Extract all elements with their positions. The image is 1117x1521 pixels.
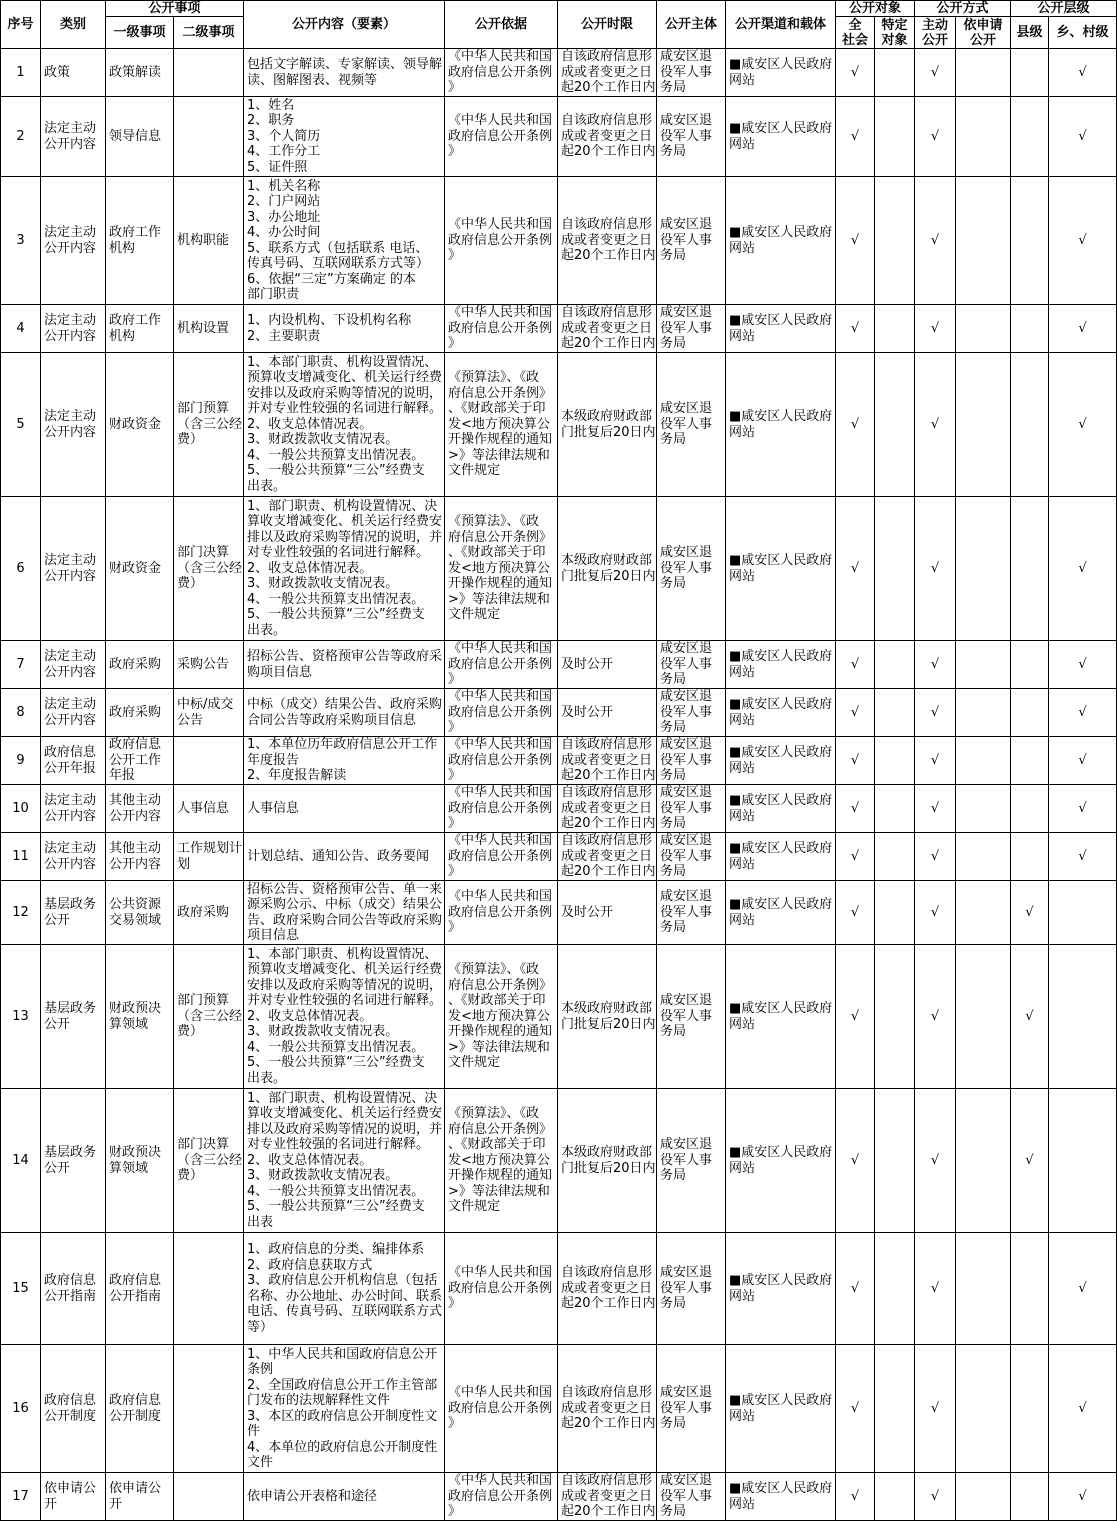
basis-cell: 《中华人民共和国 政府信息公开条例 》 (445, 1345, 558, 1473)
time-limit-cell: 自该政府信息形 成或者变更之日 起20个工作日内 (558, 785, 657, 833)
seq-cell: 8 (1, 689, 41, 737)
target-specific-cell (875, 641, 915, 689)
content-cell: 1、本部门职责、机构设置情况、 预算收支增减变化、机关运行经费 安排以及政府采购等情况的说明， 并对专业性较强的名词进行解释。 2、收支总体情况表。 3、财政拨款收支情况表。 4、一般公共预算支出情况表。 5、一般公共预算“三公”经费支 出表。 (244, 945, 445, 1089)
level2-cell (174, 1473, 244, 1521)
level2-cell: 部门预算 （含三公经 费） (174, 353, 244, 497)
time-limit-cell: 自该政府信息形 成或者变更之日 起20个工作日内 (558, 1233, 657, 1345)
method-active-cell: √ (915, 497, 956, 641)
table-row (1, 833, 1117, 881)
level-county-cell (1011, 833, 1049, 881)
target-specific-cell (875, 1089, 915, 1233)
method-apply-cell (956, 497, 1011, 641)
channel-cell: ■咸安区人民政府 网站 (726, 881, 836, 945)
method-active-cell: √ (915, 737, 956, 785)
subject-cell: 咸安区退 役军人事 务局 (657, 689, 726, 737)
method-active-cell: √ (915, 305, 956, 353)
level-township-cell: √ (1049, 833, 1117, 881)
channel-cell: ■咸安区人民政府 网站 (726, 1089, 836, 1233)
header-target-all: 全 社会 (836, 17, 875, 49)
level2-cell: 工作规划计 划 (174, 833, 244, 881)
channel-cell: ■咸安区人民政府 网站 (726, 497, 836, 641)
level1-cell: 财政预决 算领域 (106, 945, 174, 1089)
basis-cell: 《中华人民共和国 政府信息公开条例 》 (445, 177, 558, 305)
target-specific-cell (875, 1473, 915, 1521)
target-all-cell: √ (836, 1233, 875, 1345)
target-specific-cell (875, 689, 915, 737)
level1-cell: 政府信息 公开指南 (106, 1233, 174, 1345)
category-cell: 基层政务 公开 (41, 1089, 106, 1233)
level2-cell: 中标/成交 公告 (174, 689, 244, 737)
basis-cell: 《中华人民共和国 政府信息公开条例 》 (445, 641, 558, 689)
header-category: 类别 (41, 1, 106, 49)
level-township-cell (1049, 881, 1117, 945)
basis-cell: 《预算法》、《政 府信息公开条例》 、《财政部关于印 发<地方预决算公 开操作规程的通知 >》等法律法规和 文件规定 (445, 1089, 558, 1233)
level1-cell: 政府信息 公开工作 年报 (106, 737, 174, 785)
channel-cell: ■咸安区人民政府 网站 (726, 305, 836, 353)
target-all-cell: √ (836, 641, 875, 689)
header-content: 公开内容（要素） (244, 1, 445, 49)
target-all-cell: √ (836, 497, 875, 641)
time-limit-cell: 本级政府财政部 门批复后20日内 (558, 1089, 657, 1233)
level-township-cell: √ (1049, 1345, 1117, 1473)
category-cell: 法定主动 公开内容 (41, 497, 106, 641)
category-cell: 法定主动 公开内容 (41, 689, 106, 737)
category-cell: 基层政务 公开 (41, 945, 106, 1089)
level2-cell: 部门决算 （含三公经 费） (174, 1089, 244, 1233)
method-apply-cell (956, 1473, 1011, 1521)
subject-cell: 咸安区退 役军人事 务局 (657, 1233, 726, 1345)
target-all-cell: √ (836, 49, 875, 97)
category-cell: 政府信息 公开年报 (41, 737, 106, 785)
content-cell: 1、内设机构、下设机构名称 2、主要职责 (244, 305, 445, 353)
level-township-cell: √ (1049, 641, 1117, 689)
level1-cell: 政府工作 机构 (106, 177, 174, 305)
table-row (1, 49, 1117, 97)
subject-cell: 咸安区退 役军人事 务局 (657, 49, 726, 97)
time-limit-cell: 本级政府财政部 门批复后20日内 (558, 353, 657, 497)
basis-cell: 《预算法》、《政 府信息公开条例》 、《财政部关于印 发<地方预决算公 开操作规程的通知 >》等法律法规和 文件规定 (445, 497, 558, 641)
target-all-cell: √ (836, 1473, 875, 1521)
seq-cell: 6 (1, 497, 41, 641)
header-level-township: 乡、村级 (1049, 17, 1117, 49)
content-cell: 包括文字解读、专家解读、领导解 读、图解图表、视频等 (244, 49, 445, 97)
time-limit-cell: 及时公开 (558, 881, 657, 945)
level-county-cell (1011, 641, 1049, 689)
basis-cell: 《预算法》、《政 府信息公开条例》 、《财政部关于印 发<地方预决算公 开操作规程的通知 >》等法律法规和 文件规定 (445, 353, 558, 497)
target-all-cell: √ (836, 97, 875, 177)
time-limit-cell: 自该政府信息形 成或者变更之日 起20个工作日内 (558, 177, 657, 305)
basis-cell: 《中华人民共和国 政府信息公开条例 》 (445, 737, 558, 785)
level-county-cell (1011, 353, 1049, 497)
target-all-cell: √ (836, 305, 875, 353)
level1-cell: 财政预决 算领域 (106, 1089, 174, 1233)
level2-cell: 部门预算 （含三公经 费） (174, 945, 244, 1089)
level2-cell: 机构职能 (174, 177, 244, 305)
table-row (1, 737, 1117, 785)
table-row (1, 1089, 1117, 1233)
level-township-cell: √ (1049, 177, 1117, 305)
basis-cell: 《中华人民共和国 政府信息公开条例 》 (445, 785, 558, 833)
level-township-cell: √ (1049, 1233, 1117, 1345)
level-county-cell (1011, 177, 1049, 305)
method-active-cell: √ (915, 97, 956, 177)
seq-cell: 12 (1, 881, 41, 945)
method-active-cell: √ (915, 1089, 956, 1233)
subject-cell: 咸安区退 役军人事 务局 (657, 305, 726, 353)
subject-cell: 咸安区退 役军人事 务局 (657, 97, 726, 177)
level1-cell: 公共资源 交易领域 (106, 881, 174, 945)
method-apply-cell (956, 737, 1011, 785)
level2-cell: 政府采购 (174, 881, 244, 945)
target-specific-cell (875, 97, 915, 177)
seq-cell: 1 (1, 49, 41, 97)
category-cell: 法定主动 公开内容 (41, 833, 106, 881)
content-cell: 依申请公开表格和途径 (244, 1473, 445, 1521)
level-township-cell: √ (1049, 305, 1117, 353)
level2-cell: 人事信息 (174, 785, 244, 833)
level1-cell: 领导信息 (106, 97, 174, 177)
target-specific-cell (875, 305, 915, 353)
method-apply-cell (956, 641, 1011, 689)
target-specific-cell (875, 49, 915, 97)
subject-cell: 咸安区退 役军人事 务局 (657, 785, 726, 833)
content-cell: 1、政府信息的分类、编排体系 2、政府信息获取方式 3、政府信息公开机构信息（包括 名称、办公地址、办公时间、联系 电话、传真号码、互联网联系方式 等） (244, 1233, 445, 1345)
level-county-cell (1011, 785, 1049, 833)
method-active-cell: √ (915, 177, 956, 305)
category-cell: 基层政务 公开 (41, 881, 106, 945)
target-all-cell: √ (836, 689, 875, 737)
time-limit-cell: 自该政府信息形 成或者变更之日 起20个工作日内 (558, 97, 657, 177)
method-active-cell: √ (915, 785, 956, 833)
header-level2: 二级事项 (174, 17, 244, 49)
method-apply-cell (956, 1089, 1011, 1233)
time-limit-cell: 及时公开 (558, 689, 657, 737)
method-apply-cell (956, 785, 1011, 833)
target-all-cell: √ (836, 785, 875, 833)
subject-cell: 咸安区退 役军人事 务局 (657, 1089, 726, 1233)
category-cell: 政府信息 公开指南 (41, 1233, 106, 1345)
level-township-cell: √ (1049, 353, 1117, 497)
seq-cell: 10 (1, 785, 41, 833)
channel-cell: ■咸安区人民政府 网站 (726, 1345, 836, 1473)
basis-cell: 《中华人民共和国 政府信息公开条例 》 (445, 1473, 558, 1521)
level2-cell: 采购公告 (174, 641, 244, 689)
table-row (1, 881, 1117, 945)
level-township-cell (1049, 945, 1117, 1089)
method-apply-cell (956, 49, 1011, 97)
time-limit-cell: 自该政府信息形 成或者变更之日 起20个工作日内 (558, 833, 657, 881)
level-township-cell: √ (1049, 97, 1117, 177)
header-target-specific: 特定 对象 (875, 17, 915, 49)
channel-cell: ■咸安区人民政府 网站 (726, 353, 836, 497)
target-all-cell: √ (836, 881, 875, 945)
level-county-cell (1011, 1345, 1049, 1473)
method-apply-cell (956, 1345, 1011, 1473)
subject-cell: 咸安区退 役军人事 务局 (657, 1473, 726, 1521)
table-row (1, 353, 1117, 497)
level-county-cell (1011, 1233, 1049, 1345)
category-cell: 法定主动 公开内容 (41, 785, 106, 833)
table-body (1, 49, 1117, 1521)
subject-cell: 咸安区退 役军人事 务局 (657, 1345, 726, 1473)
channel-cell: ■咸安区人民政府 网站 (726, 833, 836, 881)
basis-cell: 《预算法》、《政 府信息公开条例》 、《财政部关于印 发<地方预决算公 开操作规程的通知 >》等法律法规和 文件规定 (445, 945, 558, 1089)
content-cell: 1、部门职责、机构设置情况、决 算收支增减变化、机关运行经费安 排以及政府采购等情况的说明，并 对专业性较强的名词进行解释。 2、收支总体情况表。 3、财政拨款收支情况表。 4、一般公共预算支出情况表。 5、一般公共预算“三公”经费支 出表。 (244, 497, 445, 641)
seq-cell: 5 (1, 353, 41, 497)
level-county-cell (1011, 305, 1049, 353)
level-township-cell: √ (1049, 785, 1117, 833)
header-target: 公开对象 (836, 1, 915, 17)
level-county-cell (1011, 497, 1049, 641)
basis-cell: 《中华人民共和国 政府信息公开条例 》 (445, 689, 558, 737)
subject-cell: 咸安区退 役军人事 务局 (657, 881, 726, 945)
target-specific-cell (875, 1233, 915, 1345)
method-active-cell: √ (915, 881, 956, 945)
level-county-cell (1011, 49, 1049, 97)
method-active-cell: √ (915, 641, 956, 689)
content-cell: 计划总结、通知公告、政务要闻 (244, 833, 445, 881)
content-cell: 人事信息 (244, 785, 445, 833)
header-method-apply: 依申请 公开 (956, 17, 1011, 49)
channel-cell: ■咸安区人民政府 网站 (726, 97, 836, 177)
method-active-cell: √ (915, 1345, 956, 1473)
seq-cell: 4 (1, 305, 41, 353)
method-active-cell: √ (915, 1473, 956, 1521)
seq-cell: 11 (1, 833, 41, 881)
time-limit-cell: 及时公开 (558, 641, 657, 689)
header-row-top (1, 1, 1117, 17)
level-township-cell: √ (1049, 49, 1117, 97)
content-cell: 招标公告、资格预审公告、单一来 源采购公示、中标（成交）结果公 告、政府采购合同公告等政府采购 项目信息 (244, 881, 445, 945)
category-cell: 法定主动 公开内容 (41, 177, 106, 305)
basis-cell: 《中华人民共和国 政府信息公开条例 》 (445, 1233, 558, 1345)
level-county-cell: √ (1011, 945, 1049, 1089)
basis-cell: 《中华人民共和国 政府信息公开条例 》 (445, 49, 558, 97)
level2-cell: 机构设置 (174, 305, 244, 353)
seq-cell: 9 (1, 737, 41, 785)
level2-cell (174, 1345, 244, 1473)
target-specific-cell (875, 1345, 915, 1473)
method-apply-cell (956, 177, 1011, 305)
channel-cell: ■咸安区人民政府 网站 (726, 737, 836, 785)
seq-cell: 14 (1, 1089, 41, 1233)
basis-cell: 《中华人民共和国 政府信息公开条例 》 (445, 833, 558, 881)
method-active-cell: √ (915, 689, 956, 737)
header-level-county: 县级 (1011, 17, 1049, 49)
level1-cell: 政策解读 (106, 49, 174, 97)
level-county-cell: √ (1011, 881, 1049, 945)
header-seq: 序号 (1, 1, 41, 49)
category-cell: 法定主动 公开内容 (41, 305, 106, 353)
table-header (1, 1, 1117, 49)
method-active-cell: √ (915, 833, 956, 881)
target-specific-cell (875, 833, 915, 881)
level2-cell (174, 737, 244, 785)
time-limit-cell: 自该政府信息形 成或者变更之日 起20个工作日内 (558, 1345, 657, 1473)
method-active-cell: √ (915, 49, 956, 97)
level2-cell (174, 97, 244, 177)
header-subject: 公开主体 (657, 1, 726, 49)
table-row (1, 945, 1117, 1089)
level1-cell: 政府采购 (106, 689, 174, 737)
subject-cell: 咸安区退 役军人事 务局 (657, 945, 726, 1089)
level1-cell: 依申请公 开 (106, 1473, 174, 1521)
method-active-cell: √ (915, 1233, 956, 1345)
target-all-cell: √ (836, 1345, 875, 1473)
header-method: 公开方式 (915, 1, 1011, 17)
level-county-cell (1011, 97, 1049, 177)
channel-cell: ■咸安区人民政府 网站 (726, 945, 836, 1089)
table-row (1, 1473, 1117, 1521)
level-township-cell: √ (1049, 689, 1117, 737)
content-cell: 1、本部门职责、机构设置情况、 预算收支增减变化、机关运行经费 安排以及政府采购等情况的说明， 并对专业性较强的名词进行解释。 2、收支总体情况表。 3、财政拨款收支情况表。 4、一般公共预算支出情况表。 5、一般公共预算“三公”经费支 出表。 (244, 353, 445, 497)
seq-cell: 15 (1, 1233, 41, 1345)
level2-cell (174, 49, 244, 97)
channel-cell: ■咸安区人民政府 网站 (726, 785, 836, 833)
category-cell: 法定主动 公开内容 (41, 97, 106, 177)
level-township-cell: √ (1049, 497, 1117, 641)
method-apply-cell (956, 833, 1011, 881)
header-basis: 公开依据 (445, 1, 558, 49)
category-cell: 法定主动 公开内容 (41, 353, 106, 497)
method-apply-cell (956, 689, 1011, 737)
seq-cell: 13 (1, 945, 41, 1089)
method-active-cell: √ (915, 945, 956, 1089)
level1-cell: 政府采购 (106, 641, 174, 689)
level1-cell: 财政资金 (106, 353, 174, 497)
subject-cell: 咸安区退 役军人事 务局 (657, 353, 726, 497)
channel-cell: ■咸安区人民政府 网站 (726, 689, 836, 737)
subject-cell: 咸安区退 役军人事 务局 (657, 737, 726, 785)
method-apply-cell (956, 1233, 1011, 1345)
header-level1: 一级事项 (106, 17, 174, 49)
table-row (1, 305, 1117, 353)
channel-cell: ■咸安区人民政府 网站 (726, 49, 836, 97)
level-township-cell: √ (1049, 1473, 1117, 1521)
content-cell: 1、姓名 2、职务 3、个人简历 4、工作分工 5、证件照 (244, 97, 445, 177)
content-cell: 1、部门职责、机构设置情况、决 算收支增减变化、机关运行经费安 排以及政府采购等情况的说明，并 对专业性较强的名词进行解释。 2、收支总体情况表。 3、财政拨款收支情况表。 4、一般公共预算支出情况表。 5、一般公共预算“三公”经费支 出表 (244, 1089, 445, 1233)
subject-cell: 咸安区退 役军人事 务局 (657, 497, 726, 641)
table-row (1, 689, 1117, 737)
channel-cell: ■咸安区人民政府 网站 (726, 1473, 836, 1521)
table-row (1, 1233, 1117, 1345)
level-township-cell (1049, 1089, 1117, 1233)
time-limit-cell: 自该政府信息形 成或者变更之日 起20个工作日内 (558, 49, 657, 97)
method-active-cell: √ (915, 353, 956, 497)
target-specific-cell (875, 497, 915, 641)
seq-cell: 7 (1, 641, 41, 689)
category-cell: 依申请公 开 (41, 1473, 106, 1521)
header-time-limit: 公开时限 (558, 1, 657, 49)
target-all-cell: √ (836, 353, 875, 497)
level-county-cell (1011, 1473, 1049, 1521)
basis-cell: 《中华人民共和国 政府信息公开条例 》 (445, 305, 558, 353)
subject-cell: 咸安区退 役军人事 务局 (657, 177, 726, 305)
table-row (1, 497, 1117, 641)
content-cell: 1、本单位历年政府信息公开工作 年度报告 2、年度报告解读 (244, 737, 445, 785)
target-specific-cell (875, 881, 915, 945)
level2-cell: 部门决算 （含三公经 费） (174, 497, 244, 641)
level-township-cell: √ (1049, 737, 1117, 785)
time-limit-cell: 自该政府信息形 成或者变更之日 起20个工作日内 (558, 737, 657, 785)
method-apply-cell (956, 353, 1011, 497)
table-row (1, 177, 1117, 305)
level1-cell: 政府信息 公开制度 (106, 1345, 174, 1473)
method-apply-cell (956, 945, 1011, 1089)
level1-cell: 其他主动 公开内容 (106, 833, 174, 881)
header-channel: 公开渠道和载体 (726, 1, 836, 49)
table-row (1, 97, 1117, 177)
target-specific-cell (875, 945, 915, 1089)
category-cell: 政策 (41, 49, 106, 97)
content-cell: 招标公告、资格预审公告等政府采 购项目信息 (244, 641, 445, 689)
level1-cell: 其他主动 公开内容 (106, 785, 174, 833)
category-cell: 法定主动 公开内容 (41, 641, 106, 689)
time-limit-cell: 本级政府财政部 门批复后20日内 (558, 497, 657, 641)
level-county-cell (1011, 737, 1049, 785)
target-specific-cell (875, 177, 915, 305)
level-county-cell (1011, 689, 1049, 737)
basis-cell: 《中华人民共和国 政府信息公开条例 》 (445, 881, 558, 945)
target-all-cell: √ (836, 833, 875, 881)
seq-cell: 17 (1, 1473, 41, 1521)
method-apply-cell (956, 881, 1011, 945)
level-county-cell: √ (1011, 1089, 1049, 1233)
content-cell: 中标（成交）结果公告、政府采购 合同公告等政府采购项目信息 (244, 689, 445, 737)
content-cell: 1、机关名称 2、门户网站 3、办公地址 4、办公时间 5、联系方式（包括联系 电话、 传真号码、互联网联系方式等） 6、依据“三定”方案确定 的本 部门职责 (244, 177, 445, 305)
table-row (1, 641, 1117, 689)
method-apply-cell (956, 97, 1011, 177)
time-limit-cell: 本级政府财政部 门批复后20日内 (558, 945, 657, 1089)
channel-cell: ■咸安区人民政府 网站 (726, 1233, 836, 1345)
basis-cell: 《中华人民共和国 政府信息公开条例 》 (445, 97, 558, 177)
level1-cell: 财政资金 (106, 497, 174, 641)
target-specific-cell (875, 353, 915, 497)
category-cell: 政府信息 公开制度 (41, 1345, 106, 1473)
target-all-cell: √ (836, 737, 875, 785)
table-row (1, 1345, 1117, 1473)
header-matters: 公开事项 (106, 1, 244, 17)
subject-cell: 咸安区退 役军人事 务局 (657, 641, 726, 689)
seq-cell: 2 (1, 97, 41, 177)
level2-cell (174, 1233, 244, 1345)
seq-cell: 3 (1, 177, 41, 305)
target-specific-cell (875, 737, 915, 785)
time-limit-cell: 自该政府信息形 成或者变更之日 起20个工作日内 (558, 305, 657, 353)
target-all-cell: √ (836, 177, 875, 305)
target-specific-cell (875, 785, 915, 833)
channel-cell: ■咸安区人民政府 网站 (726, 641, 836, 689)
header-method-active: 主动 公开 (915, 17, 956, 49)
subject-cell: 咸安区退 役军人事 务局 (657, 833, 726, 881)
target-all-cell: √ (836, 945, 875, 1089)
table-row (1, 785, 1117, 833)
target-all-cell: √ (836, 1089, 875, 1233)
header-level: 公开层级 (1011, 1, 1117, 17)
time-limit-cell: 自该政府信息形 成或者变更之日 起20个工作日内 (558, 1473, 657, 1521)
content-cell: 1、中华人民共和国政府信息公开 条例 2、全国政府信息公开工作主管部 门发布的法规解释性文件 3、本区的政府信息公开制度性文 件 4、本单位的政府信息公开制度性 文件 (244, 1345, 445, 1473)
seq-cell: 16 (1, 1345, 41, 1473)
method-apply-cell (956, 305, 1011, 353)
level1-cell: 政府工作 机构 (106, 305, 174, 353)
channel-cell: ■咸安区人民政府 网站 (726, 177, 836, 305)
